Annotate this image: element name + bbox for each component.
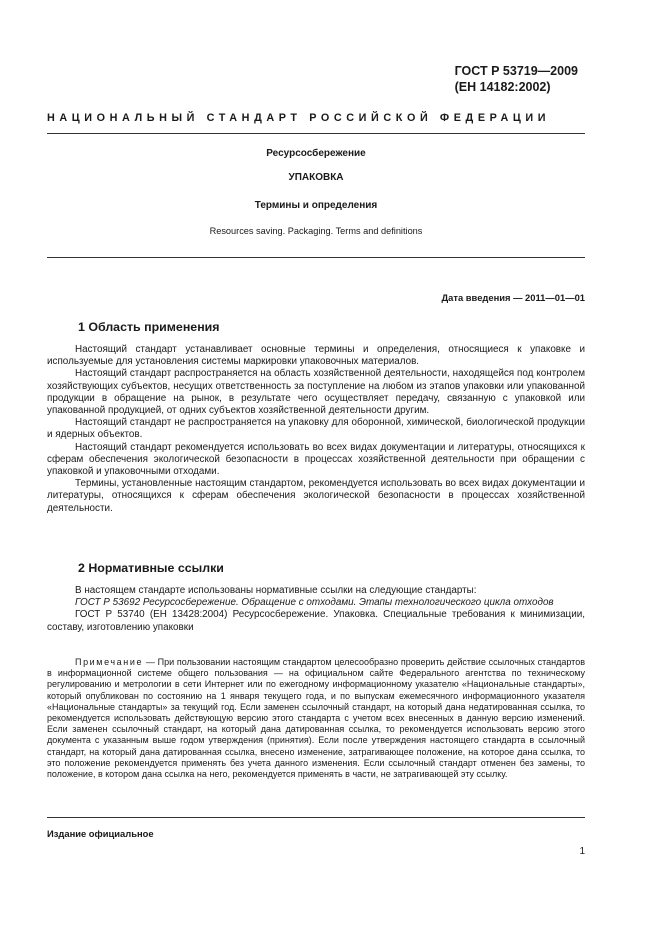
- standard-number: ГОСТ Р 53719—2009: [454, 64, 578, 78]
- section-2-heading: 2 Нормативные ссылки: [78, 561, 224, 575]
- title-resource-saving: Ресурсосбережение: [266, 148, 366, 159]
- title-terms: Термины и определения: [254, 200, 378, 211]
- footer-divider: [47, 817, 585, 818]
- page-number: 1: [579, 846, 585, 857]
- introduction-date: Дата введения — 2011—01—01: [441, 292, 585, 303]
- header-divider: [47, 133, 585, 134]
- reference-gost-53740: ГОСТ Р 53740 (ЕН 13428:2004) Ресурсосбережение. Упаковка. Специальные требования к минимизации, составу, изготовлению упаковки: [47, 609, 585, 633]
- section-1-paragraph: Настоящий стандарт устанавливает основные термины и определения, относящиеся к упаковке и используемые для установления системы маркировки упаковочных материалов.: [47, 344, 585, 368]
- section-1-heading: 1 Область применения: [78, 320, 220, 334]
- section-2-body: [47, 585, 585, 634]
- note-label: Примечание: [75, 657, 144, 667]
- section-1-paragraph: Термины, установленные настоящим стандартом, рекомендуется использовать во всех видах документации и литературы, относящихся к сферам обеспечения экологической безопасности в процессах хозяйственной деятельности.: [47, 478, 585, 514]
- section-1-paragraph: Настоящий стандарт рекомендуется использовать во всех видах документации и литературы, относящихся к сферам обеспечения экологической безопасности в процессах хозяйственной деятельности при обращении с упаковкой и упаковочными отходами.: [47, 441, 585, 478]
- note-text: — При пользовании настоящим стандартом целесообразно проверить действие ссылочных стандартов в информационной системе общего пользования — на официальном сайте Федерального агентства по техническому регулированию и метрологии в сети Интернет или по ежегодному информационному указателю «Национальные стандарты», который опубликован по состоянию на 1 января текущего года, и по выпускам ежемесячного информационного указателя «Национальные стандарты» за текущий год. Если заменен ссылочный стандарт, на который дана недатированная ссылка, то рекомендуется использовать действующую версию этого стандарта с учетом всех внесенных в данную версию изменений. Если заменен ссылочный стандарт, на который дана датированная ссылка, то рекомендуется использовать версию этого документа с указанным выше годом утверждения (принятия). Если после утверждения настоящего стандарта в ссылочный стандарт, на который дана датированная ссылка, внесено изменение, затрагивающее положение, на которое дана ссылка, то это положение рекомендуется применять без учета данного изменения. Если ссылочный стандарт отменен без замены, то положение, в котором дана ссылка на него, рекомендуется применять в части, не затрагивающей эту ссылку.: [47, 657, 585, 780]
- title-packaging: УПАКОВКА: [288, 172, 344, 183]
- title-english: Resources saving. Packaging. Terms and definitions: [209, 226, 423, 236]
- section-1-body: [47, 344, 585, 515]
- references-intro: В настоящем стандарте использованы нормативные ссылки на следующие стандарты:: [75, 585, 477, 596]
- reference-gost-53692: ГОСТ Р 53692 Ресурсосбережение. Обращение с отходами. Этапы технологического цикла отходов: [75, 597, 554, 609]
- section-1-paragraph: Настоящий стандарт распространяется на область хозяйственной деятельности, находящейся под контролем хозяйствующих субъектов, несущих ответственность за поступление на любом из этапов упаковки или упакованной продукции в обращение на рынок, в результате чего осуществляет передачу, связанную с упаковкой или упакованной продукцией, от одних субъектов хозяйственной деятельности другим.: [47, 368, 585, 417]
- section-1-paragraph: Настоящий стандарт не распространяется на упаковку для оборонной, химической, биологической продукции и ядерных объектов.: [47, 417, 585, 441]
- standard-equivalent: (ЕН 14182:2002): [454, 80, 551, 94]
- reference-note: [47, 657, 585, 780]
- title-divider: [47, 257, 585, 258]
- standard-number-block: [455, 63, 578, 95]
- official-edition-label: Издание официальное: [47, 828, 154, 839]
- national-standard-title: НАЦИОНАЛЬНЫЙ СТАНДАРТ РОССИЙСКОЙ ФЕДЕРАЦИИ: [47, 112, 551, 124]
